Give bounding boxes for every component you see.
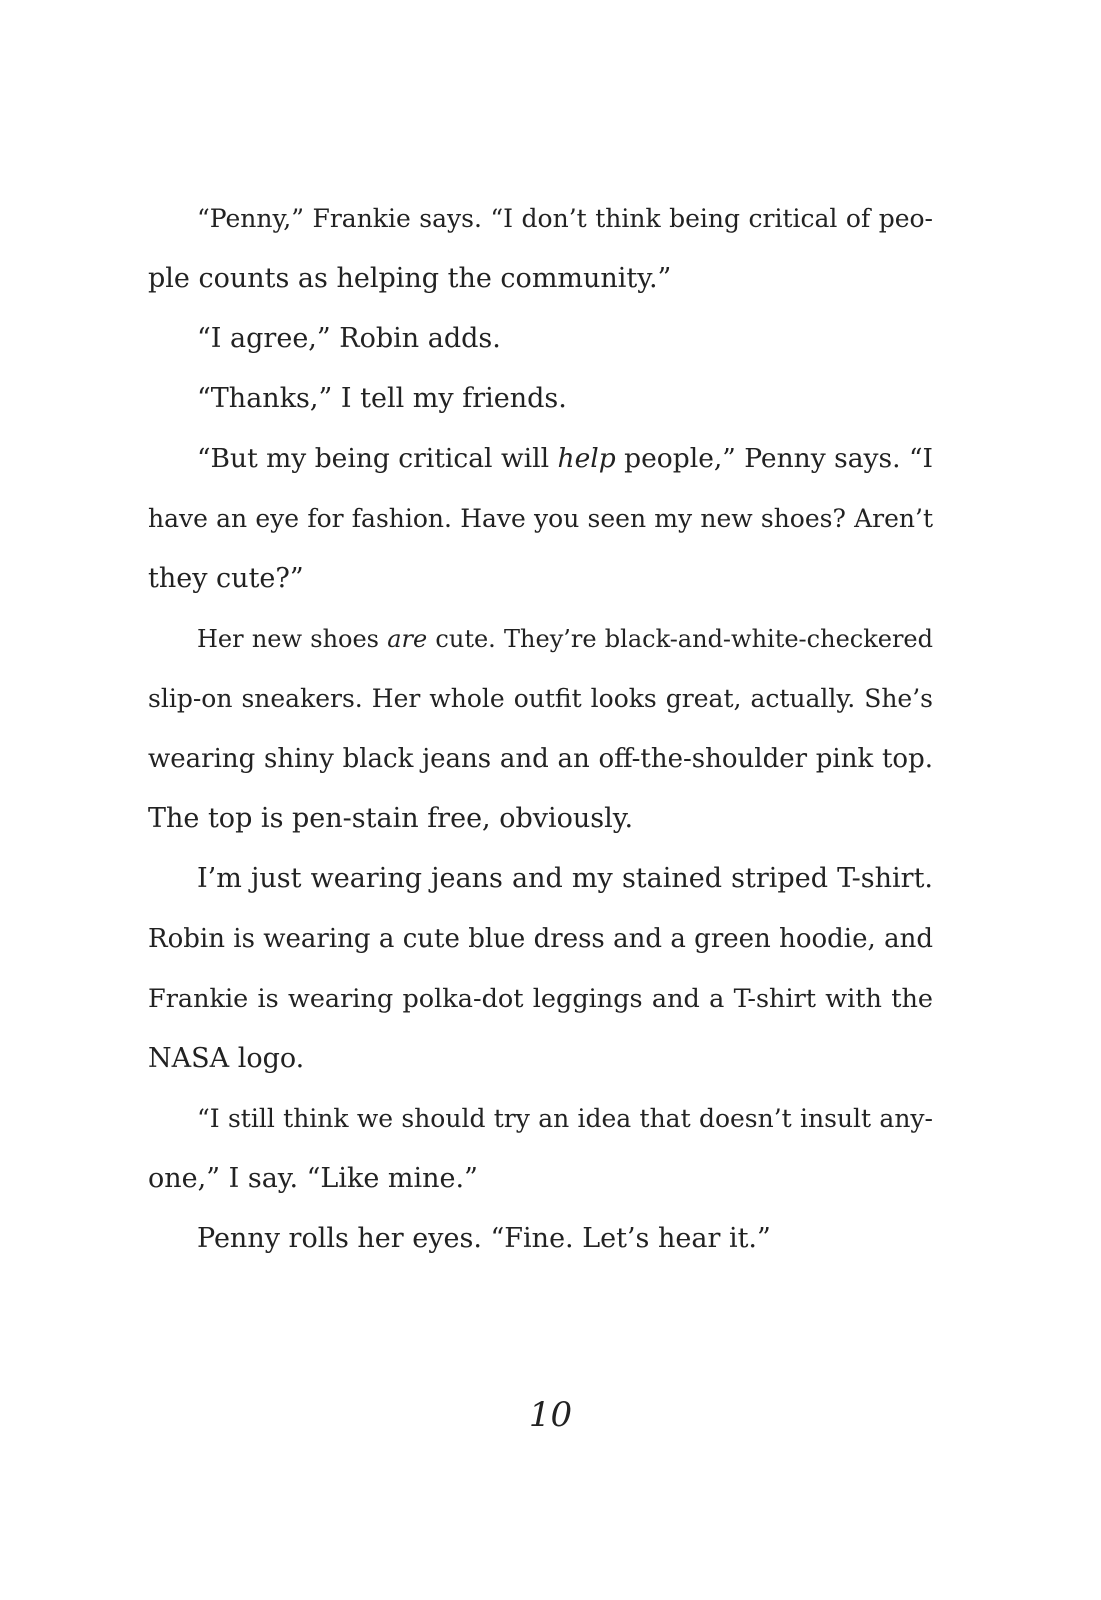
- text-line: slip-on sneakers. Her whole outfit looks great, actually. She’s: [148, 684, 933, 713]
- text-line: Penny rolls her eyes. “Fine. Let’s hear it.”: [197, 1223, 771, 1254]
- text-line: “I still think we should try an idea that doesn’t insult any-: [197, 1104, 933, 1133]
- text-line: I’m just wearing jeans and my stained striped T-shirt.: [197, 863, 933, 894]
- text-line: [148, 609, 933, 669]
- text-line: The top is pen-stain free, obviously.: [148, 803, 634, 834]
- text-line: wearing shiny black jeans and an off-the-shoulder pink top.: [148, 744, 933, 774]
- text-run: Her new shoes: [197, 625, 388, 653]
- text-run: people,” Penny says. “I: [615, 443, 933, 474]
- text-line: NASA logo.: [148, 1043, 305, 1074]
- text-line: have an eye for fashion. Have you seen my new shoes? Aren’t: [148, 504, 933, 533]
- text-run: cute. They’re black-and-white-checkered: [427, 625, 933, 653]
- text-line: “Thanks,” I tell my friends.: [197, 383, 567, 414]
- text-line: one,” I say. “Like mine.”: [148, 1163, 478, 1194]
- text-line: [148, 429, 933, 489]
- text-line: Robin is wearing a cute blue dress and a green hoodie, and: [148, 924, 933, 954]
- page-number: 10: [528, 1395, 573, 1435]
- text-line: they cute?”: [148, 563, 304, 594]
- body-text: [148, 189, 933, 1269]
- text-line: “Penny,” Frankie says. “I don’t think being critical of peo-: [197, 204, 933, 233]
- italic-emphasis: are: [387, 625, 428, 653]
- text-line: “I agree,” Robin adds.: [197, 323, 501, 354]
- text-line: Frankie is wearing polka-dot leggings and a T-shirt with the: [148, 984, 933, 1014]
- text-line: ple counts as helping the community.”: [148, 263, 672, 294]
- text-run: “But my being critical will: [197, 443, 558, 474]
- italic-emphasis: help: [557, 443, 616, 474]
